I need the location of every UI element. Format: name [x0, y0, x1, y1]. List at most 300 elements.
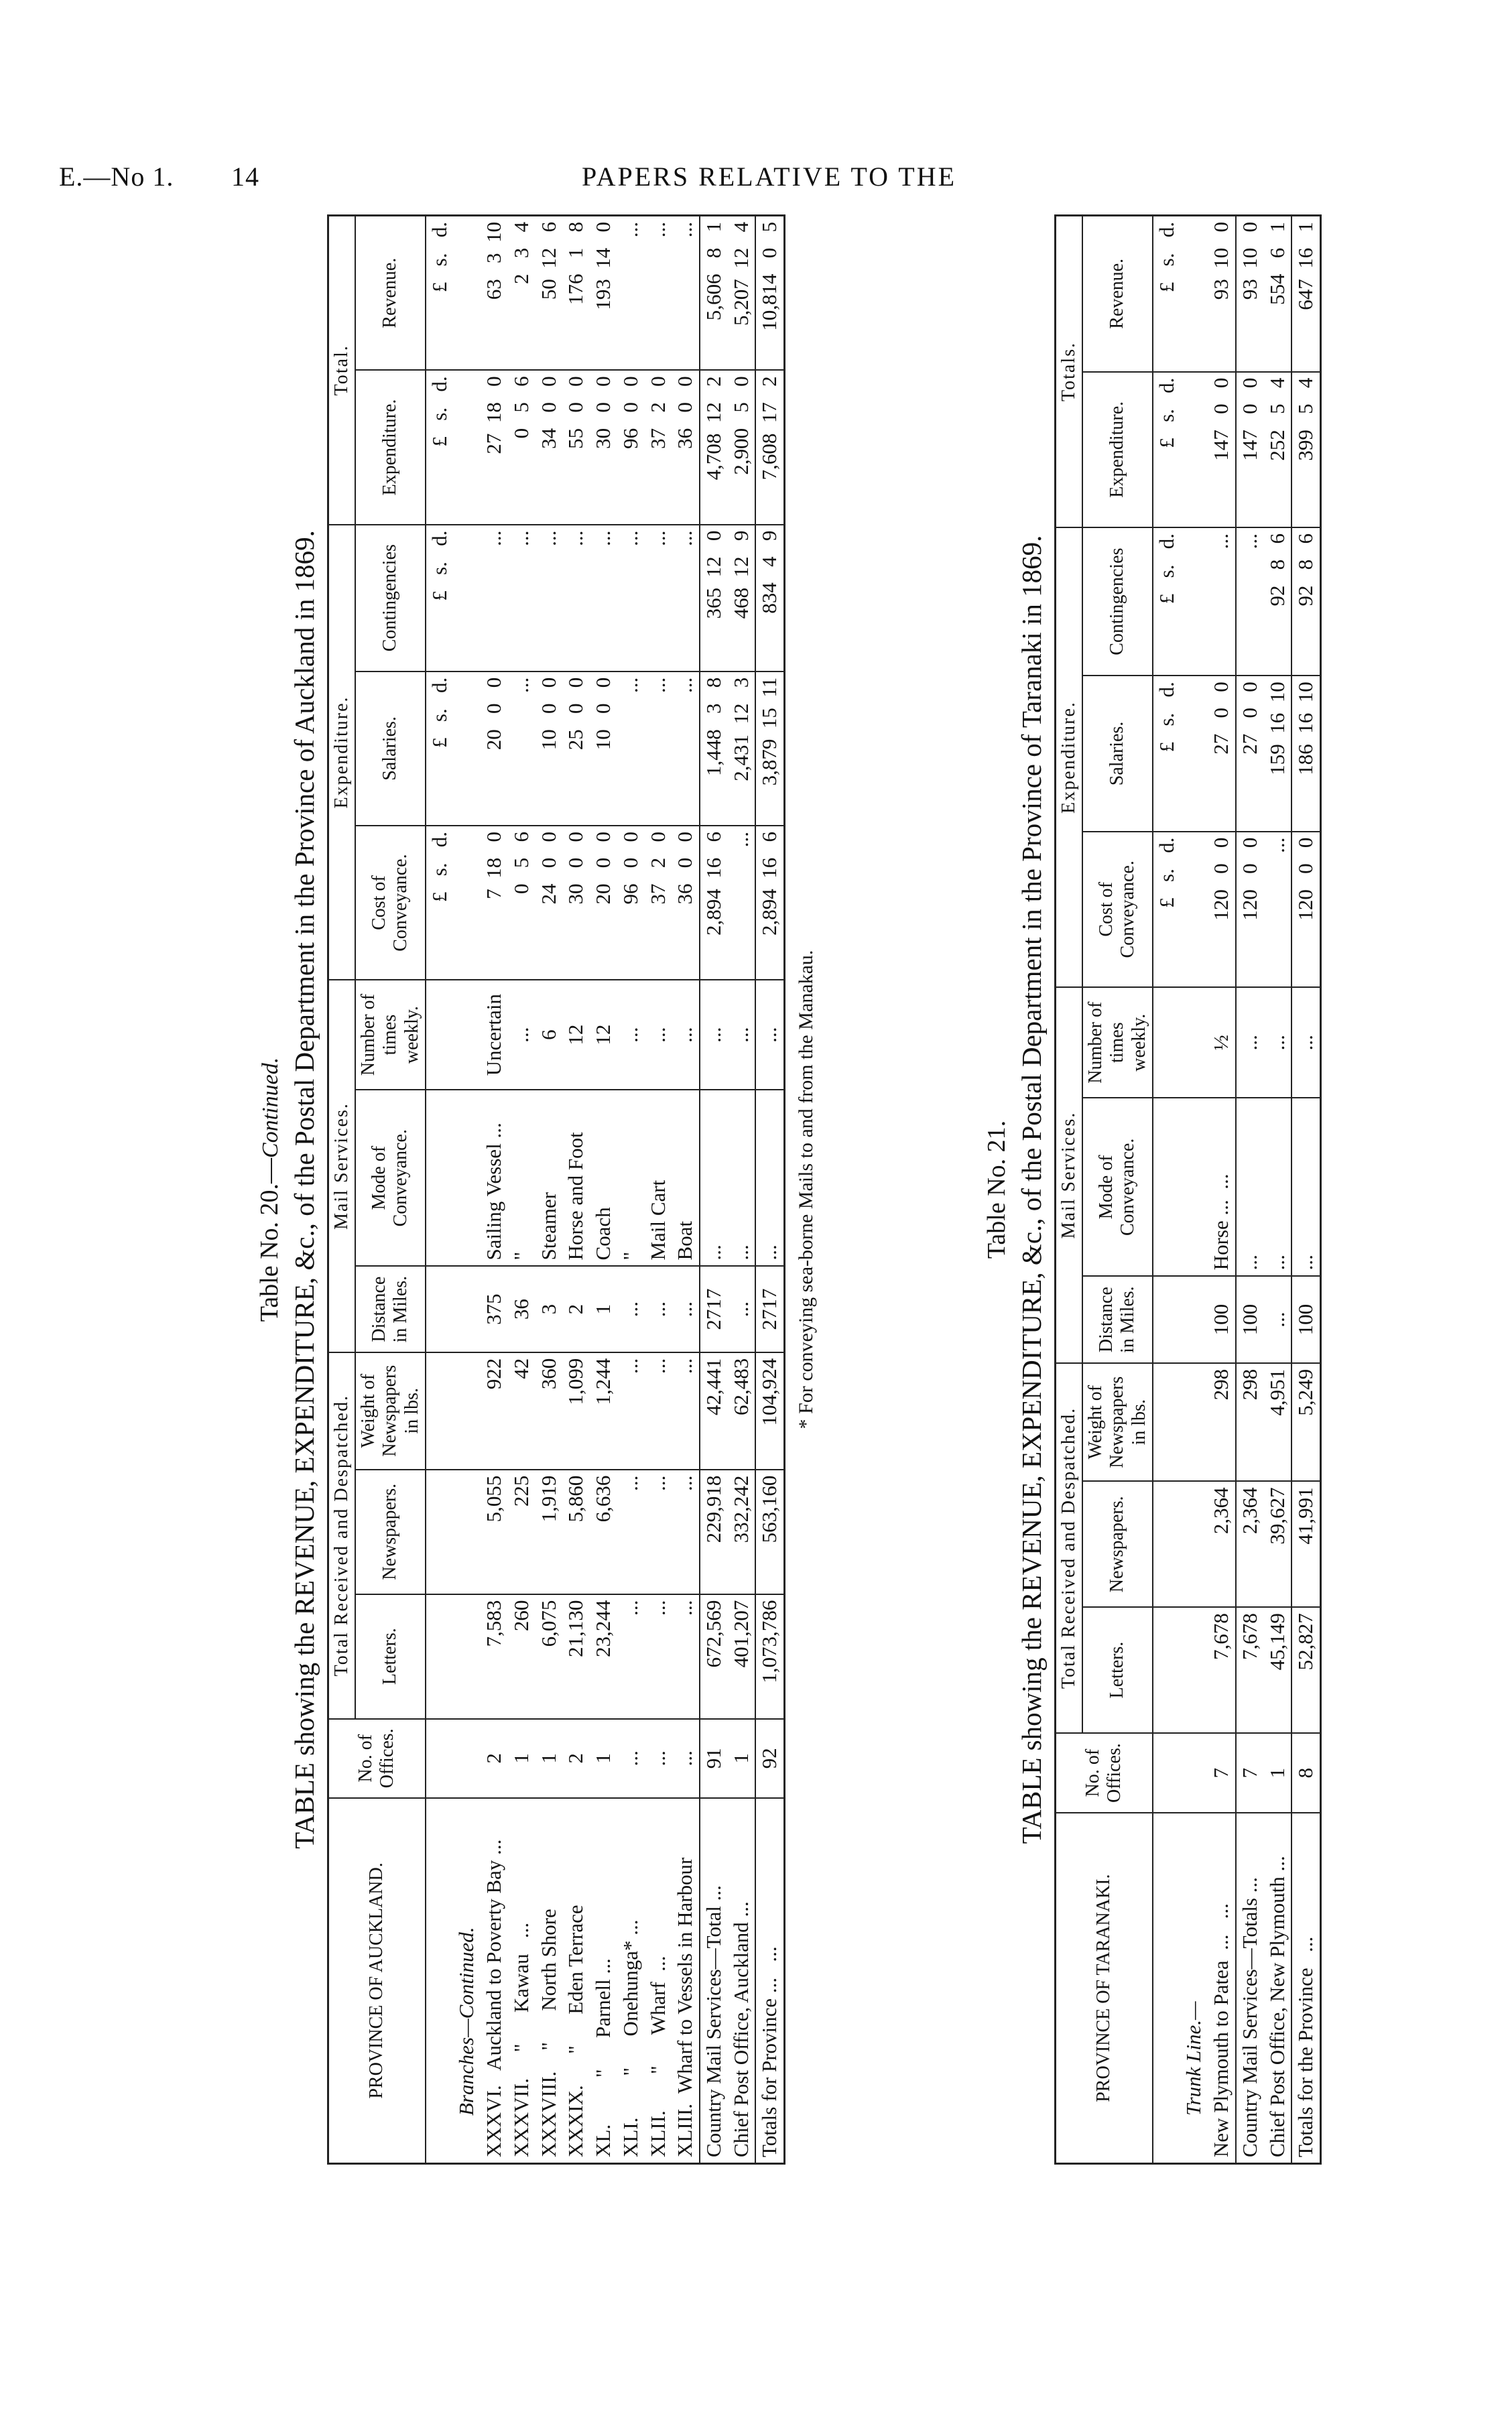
- cell-name: XL. " Parnell ...: [590, 1798, 617, 2164]
- col-revenue: Revenue.: [355, 216, 426, 371]
- cell-cont: 92 8 6: [1292, 527, 1320, 676]
- unit-spacer: [1153, 1276, 1181, 1363]
- cell-name: Country Mail Services—Total ...: [700, 1798, 728, 2164]
- cell-sal: 27 0 0: [1236, 676, 1264, 831]
- cell-times: ½: [1208, 987, 1236, 1098]
- unit-label: £ s. d.: [426, 216, 454, 371]
- cell-weight: 42: [508, 1352, 536, 1470]
- table-row: [1208, 216, 1236, 2164]
- cell-mode: Steamer: [536, 1090, 563, 1266]
- cell-cost: 7 18 0: [481, 826, 508, 980]
- cell-papers: 41,991: [1292, 1481, 1320, 1607]
- unit-spacer: [1153, 1733, 1181, 1813]
- table-row: [590, 216, 617, 2164]
- cell-exp: 96 0 0: [617, 370, 645, 524]
- col-tot-expenditure: Expenditure.: [355, 370, 426, 524]
- unit-spacer: [426, 980, 454, 1090]
- cell-cost: 24 0 0: [536, 826, 563, 980]
- cell-offices: ...: [617, 1719, 645, 1798]
- col-weight: Weight of Newspapers in lbs.: [1082, 1363, 1153, 1482]
- cell-times: 12: [590, 980, 617, 1090]
- cell-dist: ...: [728, 1266, 756, 1352]
- cell-offices: ...: [672, 1719, 700, 1798]
- unit-label: £ s. d.: [426, 826, 454, 980]
- group-spacer: [1180, 216, 1208, 372]
- col-cost: Cost of Conveyance.: [355, 826, 426, 980]
- table-21-block: [982, 214, 1424, 2165]
- cell-cost: 37 2 0: [645, 826, 672, 980]
- summary-row: [700, 216, 728, 2164]
- unit-spacer: [426, 1352, 454, 1470]
- col-newspapers: Newspapers.: [355, 1470, 426, 1594]
- cell-letters: 21,130: [562, 1594, 590, 1719]
- cell-cont: 834 4 9: [755, 525, 784, 672]
- cell-sal: ...: [617, 672, 645, 826]
- cell-name: XXXVII. " Kawau ...: [508, 1798, 536, 2164]
- cell-dist: 36: [508, 1266, 536, 1352]
- cell-papers: ...: [617, 1470, 645, 1594]
- col-mode: Mode of Conveyance.: [1082, 1098, 1153, 1276]
- cell-letters: 23,244: [590, 1594, 617, 1719]
- cell-rev: 5,606 8 1: [700, 216, 728, 371]
- unit-row: [1153, 216, 1181, 2164]
- group-label-row: [453, 216, 481, 2164]
- col-mode: Mode of Conveyance.: [355, 1090, 426, 1266]
- cell-exp: 30 0 0: [590, 370, 617, 524]
- cell-cont: ...: [590, 525, 617, 672]
- table-21: [1054, 214, 1322, 2165]
- table-row: [508, 216, 536, 2164]
- cell-weight: 360: [536, 1352, 563, 1470]
- cell-weight: 298: [1236, 1363, 1264, 1482]
- cell-cont: 365 12 0: [700, 525, 728, 672]
- cell-rev: ...: [672, 216, 700, 371]
- cell-sal: 27 0 0: [1208, 676, 1236, 831]
- col-distance: Distance in Miles.: [1082, 1276, 1153, 1363]
- cell-mode: ...: [700, 1090, 728, 1266]
- group-spacer: [453, 1090, 481, 1266]
- cell-dist: ...: [645, 1266, 672, 1352]
- cell-dist: 100: [1208, 1276, 1236, 1363]
- unit-label: £ s. d.: [426, 672, 454, 826]
- cell-weight: 62,483: [728, 1352, 756, 1470]
- group-spacer: [453, 1266, 481, 1352]
- cell-cost: 36 0 0: [672, 826, 700, 980]
- col-times: Number of times weekly.: [355, 980, 426, 1090]
- cell-rev: 2 3 4: [508, 216, 536, 371]
- cell-papers: 6,636: [590, 1470, 617, 1594]
- group-spacer: [453, 1470, 481, 1594]
- cell-rev: 10,814 0 5: [755, 216, 784, 371]
- cell-cont: ...: [508, 525, 536, 672]
- unit-spacer: [426, 1798, 454, 2164]
- cell-papers: 332,242: [728, 1470, 756, 1594]
- cell-dist: 3: [536, 1266, 563, 1352]
- group-spacer: [1180, 372, 1208, 527]
- group-mail-services: Mail Services.: [328, 980, 356, 1352]
- cell-rev: ...: [617, 216, 645, 371]
- cell-weight: 922: [481, 1352, 508, 1470]
- group-spacer: [453, 525, 481, 672]
- cell-papers: 2,364: [1236, 1481, 1264, 1607]
- cell-rev: 63 3 10: [481, 216, 508, 371]
- cell-dist: 100: [1292, 1276, 1320, 1363]
- cell-cont: 92 8 6: [1264, 527, 1292, 676]
- cell-weight: ...: [672, 1352, 700, 1470]
- cell-cont: ...: [672, 525, 700, 672]
- cell-mode: Boat: [672, 1090, 700, 1266]
- col-offices: No. of Offices.: [1056, 1733, 1153, 1813]
- cell-mode: Horse and Foot: [562, 1090, 590, 1266]
- cell-name: Chief Post Office, Auckland ...: [728, 1798, 756, 2164]
- table-row: [562, 216, 590, 2164]
- cell-rev: 647 16 1: [1292, 216, 1320, 372]
- cell-name: New Plymouth to Patea ... ...: [1208, 1813, 1236, 2163]
- cell-weight: 42,441: [700, 1352, 728, 1470]
- group-spacer: [1180, 1481, 1208, 1607]
- unit-label: £ s. d.: [426, 370, 454, 524]
- cell-name: XXXVIII. " North Shore: [536, 1798, 563, 2164]
- cell-cost: 2,894 16 6: [755, 826, 784, 980]
- cell-rev: 5,207 12 4: [728, 216, 756, 371]
- cell-papers: ...: [672, 1470, 700, 1594]
- cell-weight: ...: [617, 1352, 645, 1470]
- cell-letters: ...: [672, 1594, 700, 1719]
- col-letters: Letters.: [355, 1594, 426, 1719]
- cell-sal: ...: [508, 672, 536, 826]
- group-spacer: [1180, 676, 1208, 831]
- cell-cont: ...: [617, 525, 645, 672]
- unit-spacer: [1153, 1607, 1181, 1733]
- group-spacer: [453, 826, 481, 980]
- cell-cost: 96 0 0: [617, 826, 645, 980]
- cell-letters: 7,583: [481, 1594, 508, 1719]
- unit-spacer: [1153, 1481, 1181, 1607]
- col-province: PROVINCE OF TARANAKI.: [1056, 1813, 1153, 2163]
- cell-name: Country Mail Services—Totals ...: [1236, 1813, 1264, 2163]
- cell-rev: 93 10 0: [1236, 216, 1264, 372]
- cell-cost: ...: [728, 826, 756, 980]
- cell-papers: ...: [645, 1470, 672, 1594]
- table-20-block: [255, 214, 858, 2165]
- group-total-received: Total Received and Despatched.: [1056, 1363, 1083, 1733]
- table-20-caption: TABLE showing the REVENUE, EXPENDITURE, &c., of the Postal Department in the Province of Auckland in 1869.: [289, 530, 320, 1849]
- unit-spacer: [1153, 1363, 1181, 1482]
- cell-mode: ...: [755, 1090, 784, 1266]
- group-spacer: [453, 1719, 481, 1798]
- cell-mode: Sailing Vessel ...: [481, 1090, 508, 1266]
- cell-dist: 2717: [755, 1266, 784, 1352]
- col-newspapers: Newspapers.: [1082, 1481, 1153, 1607]
- cell-offices: 2: [562, 1719, 590, 1798]
- cell-dist: 375: [481, 1266, 508, 1352]
- cell-name: XLI. " Onehunga* ...: [617, 1798, 645, 2164]
- table-row: [481, 216, 508, 2164]
- cell-name: XLIII. Wharf to Vessels in Harbour: [672, 1798, 700, 2164]
- cell-rev: 193 14 0: [590, 216, 617, 371]
- cell-times: ...: [728, 980, 756, 1090]
- cell-weight: 5,249: [1292, 1363, 1320, 1482]
- totals-row: [755, 216, 784, 2164]
- group-expenditure: Expenditure.: [328, 525, 356, 980]
- table-20-footnote: * For conveying sea-borne Mails to and from the Manakau.: [795, 950, 818, 1429]
- cell-name: XXXVI. Auckland to Poverty Bay ...: [481, 1798, 508, 2164]
- cell-weight: 4,951: [1264, 1363, 1292, 1482]
- col-distance: Distance in Miles.: [355, 1266, 426, 1352]
- cell-cost: 20 0 0: [590, 826, 617, 980]
- cell-dist: 1: [590, 1266, 617, 1352]
- cell-rev: 93 10 0: [1208, 216, 1236, 372]
- cell-cont: 468 12 9: [728, 525, 756, 672]
- cell-offices: 1: [536, 1719, 563, 1798]
- cell-cont: ...: [481, 525, 508, 672]
- cell-dist: ...: [1264, 1276, 1292, 1363]
- group-spacer: [1180, 1098, 1208, 1276]
- cell-cost: 120 0 0: [1292, 832, 1320, 987]
- cell-offices: 7: [1236, 1733, 1264, 1813]
- cell-papers: 5,055: [481, 1470, 508, 1594]
- cell-letters: 401,207: [728, 1594, 756, 1719]
- table-21-number: Table No. 21.: [983, 1120, 1011, 1259]
- table-row: [672, 216, 700, 2164]
- cell-offices: 91: [700, 1719, 728, 1798]
- cell-papers: 563,160: [755, 1470, 784, 1594]
- cell-sal: 159 16 10: [1264, 676, 1292, 831]
- cell-letters: 7,678: [1208, 1607, 1236, 1733]
- cell-mode: Horse ... ...: [1208, 1098, 1236, 1276]
- cell-offices: 2: [481, 1719, 508, 1798]
- cell-times: 12: [562, 980, 590, 1090]
- unit-spacer: [426, 1266, 454, 1352]
- cell-times: ...: [1292, 987, 1320, 1098]
- page-number: 14: [231, 162, 259, 192]
- cell-mode: Coach: [590, 1090, 617, 1266]
- cell-cost: 120 0 0: [1236, 832, 1264, 987]
- col-offices: No. of Offices.: [328, 1719, 426, 1798]
- group-expenditure: Expenditure.: [1056, 527, 1083, 987]
- cell-times: Uncertain: [481, 980, 508, 1090]
- cell-sal: 1,448 3 8: [700, 672, 728, 826]
- group-spacer: [453, 370, 481, 524]
- group-total: Total.: [328, 216, 356, 525]
- cell-mode: ": [617, 1090, 645, 1266]
- cell-name: XLII. " Wharf ...: [645, 1798, 672, 2164]
- col-letters: Letters.: [1082, 1607, 1153, 1733]
- cell-exp: 4,708 12 2: [700, 370, 728, 524]
- running-title: PAPERS RELATIVE TO THE: [582, 162, 957, 192]
- summary-row: [1236, 216, 1264, 2164]
- cell-exp: 399 5 4: [1292, 372, 1320, 527]
- cell-dist: 2717: [700, 1266, 728, 1352]
- cell-name: Chief Post Office, New Plymouth ...: [1264, 1813, 1292, 2163]
- cell-papers: 229,918: [700, 1470, 728, 1594]
- cell-exp: 147 0 0: [1208, 372, 1236, 527]
- cell-sal: 25 0 0: [562, 672, 590, 826]
- unit-spacer: [426, 1470, 454, 1594]
- cell-name: Totals for Province ... ...: [755, 1798, 784, 2164]
- cell-offices: 1: [508, 1719, 536, 1798]
- cell-times: ...: [508, 980, 536, 1090]
- unit-label: £ s. d.: [1153, 832, 1181, 987]
- cell-sal: 20 0 0: [481, 672, 508, 826]
- cell-times: ...: [672, 980, 700, 1090]
- cell-exp: 0 5 6: [508, 370, 536, 524]
- group-mail-services: Mail Services.: [1056, 987, 1083, 1363]
- cell-sal: ...: [672, 672, 700, 826]
- col-weight: Weight of Newspapers in lbs.: [355, 1352, 426, 1470]
- group-spacer: [1180, 832, 1208, 987]
- group-spacer: [1180, 1607, 1208, 1733]
- col-salaries: Salaries.: [355, 672, 426, 826]
- cell-cost: 0 5 6: [508, 826, 536, 980]
- col-contingencies: Contingencies: [355, 525, 426, 672]
- cell-sal: 10 0 0: [590, 672, 617, 826]
- cell-cont: ...: [536, 525, 563, 672]
- cell-sal: 186 16 10: [1292, 676, 1320, 831]
- col-tot-expenditure: Expenditure.: [1082, 372, 1153, 527]
- group-spacer: [453, 1594, 481, 1719]
- unit-spacer: [1153, 1813, 1181, 2163]
- summary-row: [728, 216, 756, 2164]
- table-row: [536, 216, 563, 2164]
- cell-rev: 50 12 6: [536, 216, 563, 371]
- document-code: E.—No 1.: [59, 162, 174, 192]
- cell-offices: ...: [645, 1719, 672, 1798]
- unit-label: £ s. d.: [1153, 216, 1181, 372]
- group-label: Trunk Line.—: [1180, 1813, 1208, 2163]
- cell-times: ...: [1236, 987, 1264, 1098]
- cell-offices: 1: [590, 1719, 617, 1798]
- group-totals: Totals.: [1056, 216, 1083, 527]
- cell-sal: 3,879 15 11: [755, 672, 784, 826]
- cell-sal: 10 0 0: [536, 672, 563, 826]
- unit-spacer: [426, 1090, 454, 1266]
- cell-letters: 260: [508, 1594, 536, 1719]
- cell-cost: 2,894 16 6: [700, 826, 728, 980]
- cell-exp: 27 18 0: [481, 370, 508, 524]
- table-20: [327, 214, 785, 2165]
- unit-label: £ s. d.: [1153, 527, 1181, 676]
- cell-name: Totals for the Province ...: [1292, 1813, 1320, 2163]
- group-spacer: [1180, 1733, 1208, 1813]
- cell-name: XXXIX. " Eden Terrace: [562, 1798, 590, 2164]
- group-spacer: [453, 1352, 481, 1470]
- col-salaries: Salaries.: [1082, 676, 1153, 831]
- cell-letters: 1,073,786: [755, 1594, 784, 1719]
- cell-offices: 92: [755, 1719, 784, 1798]
- cell-cost: ...: [1264, 832, 1292, 987]
- cell-offices: 7: [1208, 1733, 1236, 1813]
- cell-papers: 39,627: [1264, 1481, 1292, 1607]
- group-spacer: [1180, 1363, 1208, 1482]
- cell-rev: 176 1 8: [562, 216, 590, 371]
- cell-exp: 147 0 0: [1236, 372, 1264, 527]
- unit-row: [426, 216, 454, 2164]
- cell-cont: ...: [562, 525, 590, 672]
- cell-weight: 1,244: [590, 1352, 617, 1470]
- cell-times: ...: [1264, 987, 1292, 1098]
- cell-times: ...: [755, 980, 784, 1090]
- group-spacer: [453, 672, 481, 826]
- cell-weight: 1,099: [562, 1352, 590, 1470]
- table-21-caption: TABLE showing the REVENUE, EXPENDITURE, &c., of the Postal Department in the Province of Taranaki in 1869.: [1016, 535, 1047, 1844]
- cell-letters: 7,678: [1236, 1607, 1264, 1733]
- col-revenue: Revenue.: [1082, 216, 1153, 372]
- unit-spacer: [1153, 987, 1181, 1098]
- cell-cost: 120 0 0: [1208, 832, 1236, 987]
- col-province: PROVINCE OF AUCKLAND.: [328, 1798, 426, 2164]
- group-label: Branches—Continued.: [453, 1798, 481, 2164]
- cell-times: 6: [536, 980, 563, 1090]
- cell-letters: ...: [617, 1594, 645, 1719]
- cell-cont: ...: [645, 525, 672, 672]
- cell-rev: 554 6 1: [1264, 216, 1292, 372]
- cell-exp: 36 0 0: [672, 370, 700, 524]
- cell-weight: ...: [645, 1352, 672, 1470]
- unit-label: £ s. d.: [426, 525, 454, 672]
- cell-exp: 7,608 17 2: [755, 370, 784, 524]
- cell-papers: 5,860: [562, 1470, 590, 1594]
- cell-sal: ...: [645, 672, 672, 826]
- cell-exp: 34 0 0: [536, 370, 563, 524]
- cell-letters: 45,149: [1264, 1607, 1292, 1733]
- group-spacer: [453, 216, 481, 371]
- summary-row: [1264, 216, 1292, 2164]
- cell-dist: 100: [1236, 1276, 1264, 1363]
- cell-mode: ...: [728, 1090, 756, 1266]
- cell-offices: 1: [1264, 1733, 1292, 1813]
- cell-sal: 2,431 12 3: [728, 672, 756, 826]
- cell-cost: 30 0 0: [562, 826, 590, 980]
- unit-spacer: [426, 1719, 454, 1798]
- cell-offices: 8: [1292, 1733, 1320, 1813]
- cell-offices: 1: [728, 1719, 756, 1798]
- cell-mode: ...: [1236, 1098, 1264, 1276]
- cell-times: ...: [617, 980, 645, 1090]
- col-contingencies: Contingencies: [1082, 527, 1153, 676]
- cell-exp: 55 0 0: [562, 370, 590, 524]
- unit-spacer: [1153, 1098, 1181, 1276]
- cell-letters: ...: [645, 1594, 672, 1719]
- group-spacer: [1180, 1276, 1208, 1363]
- cell-papers: 225: [508, 1470, 536, 1594]
- cell-dist: ...: [617, 1266, 645, 1352]
- group-label-row: [1180, 216, 1208, 2164]
- group-spacer: [1180, 527, 1208, 676]
- cell-cont: ...: [1236, 527, 1264, 676]
- cell-times: ...: [645, 980, 672, 1090]
- cell-dist: ...: [672, 1266, 700, 1352]
- cell-letters: 52,827: [1292, 1607, 1320, 1733]
- cell-dist: 2: [562, 1266, 590, 1352]
- cell-letters: 6,075: [536, 1594, 563, 1719]
- col-cost: Cost of Conveyance.: [1082, 832, 1153, 987]
- unit-label: £ s. d.: [1153, 372, 1181, 527]
- group-spacer: [453, 980, 481, 1090]
- unit-label: £ s. d.: [1153, 676, 1181, 831]
- cell-mode: ...: [1264, 1098, 1292, 1276]
- col-times: Number of times weekly.: [1082, 987, 1153, 1098]
- cell-exp: 2,900 5 0: [728, 370, 756, 524]
- cell-weight: 104,924: [755, 1352, 784, 1470]
- table-row: [645, 216, 672, 2164]
- table-row: [617, 216, 645, 2164]
- unit-spacer: [426, 1594, 454, 1719]
- group-spacer: [1180, 987, 1208, 1098]
- cell-exp: 37 2 0: [645, 370, 672, 524]
- cell-papers: 1,919: [536, 1470, 563, 1594]
- cell-cont: ...: [1208, 527, 1236, 676]
